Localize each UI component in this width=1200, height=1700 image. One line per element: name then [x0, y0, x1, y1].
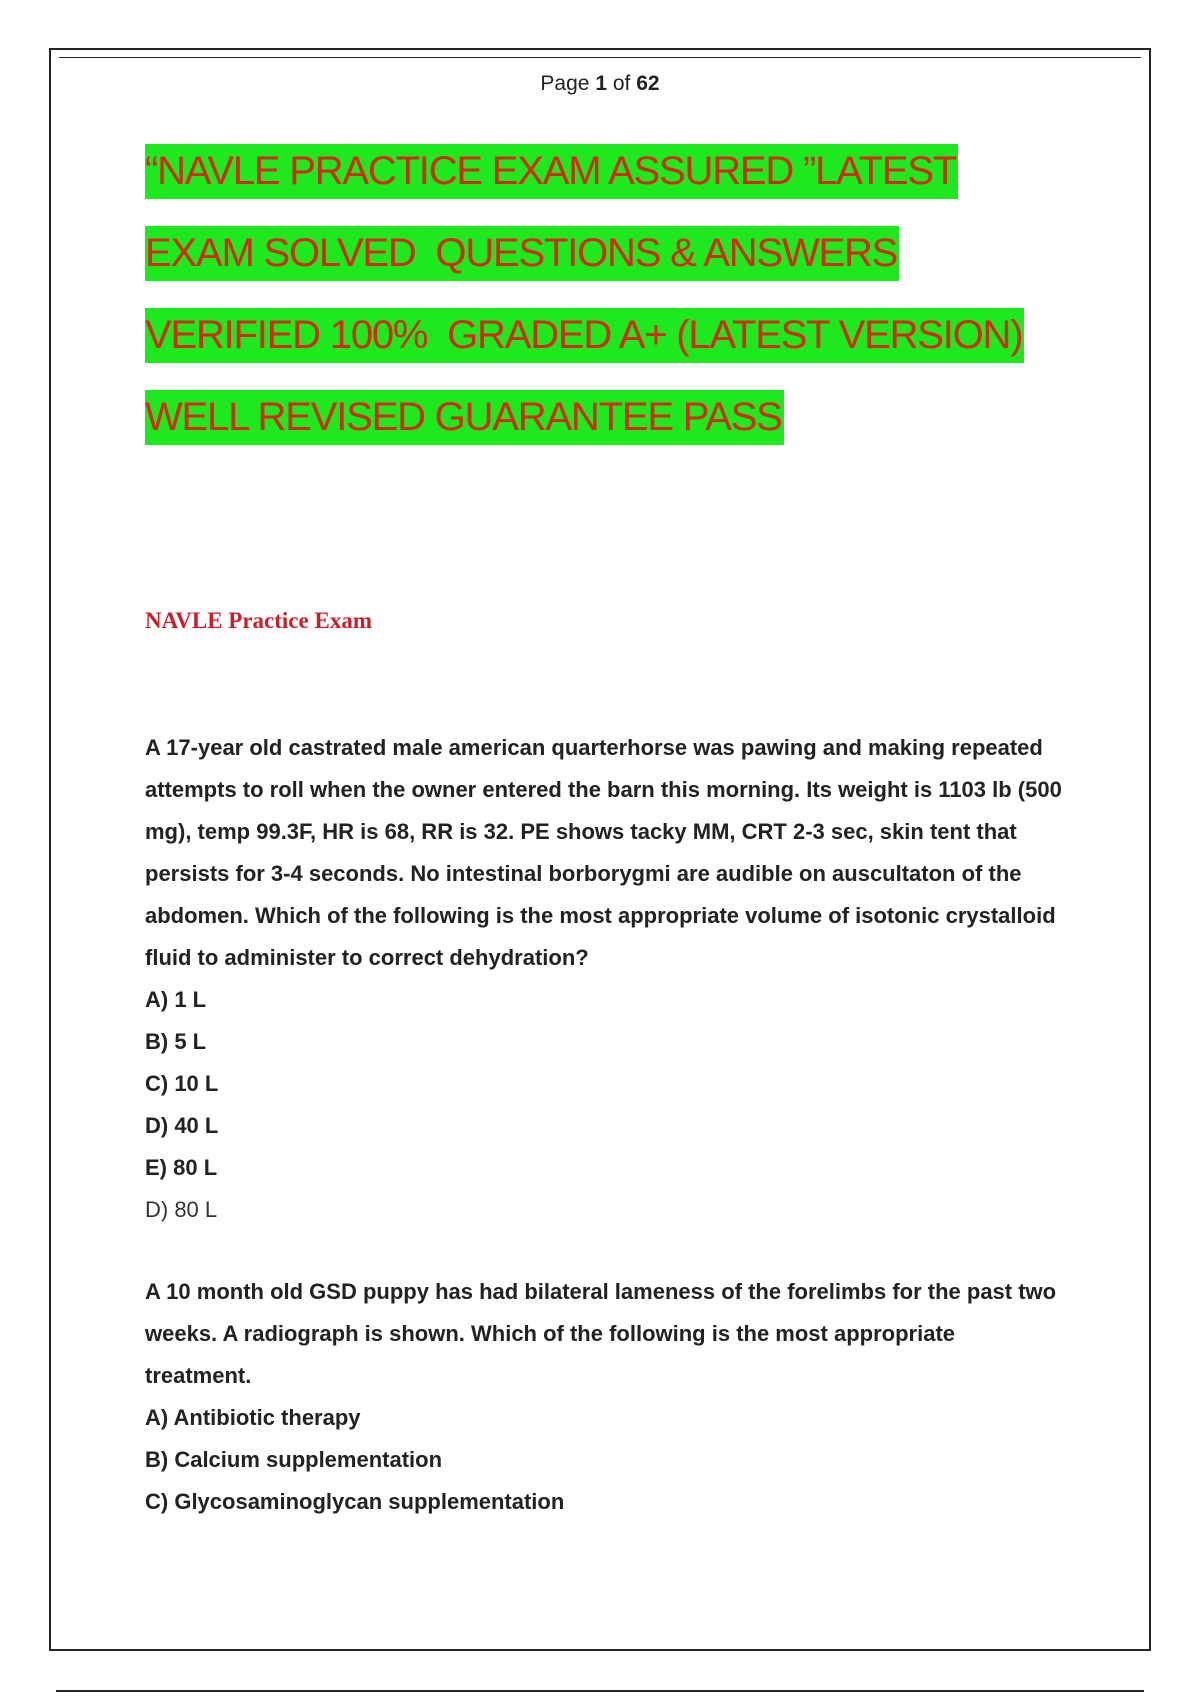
answer-option: E) 80 L: [145, 1155, 218, 1180]
title-line-text: VERIFIED 100% GRADED A+ (LATEST VERSION): [145, 308, 1024, 363]
answer-options: [145, 979, 1065, 1231]
answer-option: A) Antibiotic therapy: [145, 1405, 361, 1430]
title-line-text: EXAM SOLVED QUESTIONS & ANSWERS: [145, 226, 899, 281]
answer-option: A) 1 L: [145, 987, 207, 1012]
question-text: A 10 month old GSD puppy has had bilateral lameness of the forelimbs for the past two weeks. A radiograph is shown. Which of the following is the most appropriate treatment.: [145, 1279, 1057, 1388]
page-label: Page: [540, 72, 590, 95]
correct-answer: D) 80 L: [145, 1197, 218, 1222]
question-text: A 17-year old castrated male american quarterhorse was pawing and making repeated attempts to roll when the owner entered the barn this morning. Its weight is 1103 lb (500 mg), temp 99.3F, HR is 68, RR is 32. PE shows tacky MM, CRT 2-3 sec, skin tent that persists for 3-4 seconds. No intestinal borborygmi are audible on auscultaton of the abdomen. Which of the following is the most appropriate volume of isotonic crystalloid fluid to administer to correct dehydration?: [145, 735, 1062, 970]
answer-option: B) 5 L: [145, 1029, 207, 1054]
title-line-text: “NAVLE PRACTICE EXAM ASSURED ”LATEST: [145, 144, 958, 199]
answer-option: D) 40 L: [145, 1113, 219, 1138]
answer-option: B) Calcium supplementation: [145, 1447, 443, 1472]
title-line: [145, 226, 1024, 281]
page-of: of: [612, 72, 631, 95]
title-line: [145, 390, 1024, 445]
title-line-text: WELL REVISED GUARANTEE PASS: [145, 390, 784, 445]
document-title: [145, 144, 1024, 472]
title-line: [145, 144, 1024, 199]
answer-option: C) Glycosaminoglycan supplementation: [145, 1489, 565, 1514]
answer-option: C) 10 L: [145, 1071, 219, 1096]
page-total: 62: [636, 72, 660, 95]
title-line: [145, 308, 1024, 363]
question-2: [145, 1271, 1065, 1523]
bottom-rule: [56, 1690, 1144, 1692]
frame-inner-rule: [59, 57, 1141, 58]
page-current: 1: [595, 72, 607, 95]
answer-options: [145, 1397, 1065, 1523]
page-number: [0, 72, 1200, 96]
section-heading: NAVLE Practice Exam: [145, 608, 372, 633]
question-1: [145, 727, 1065, 1231]
